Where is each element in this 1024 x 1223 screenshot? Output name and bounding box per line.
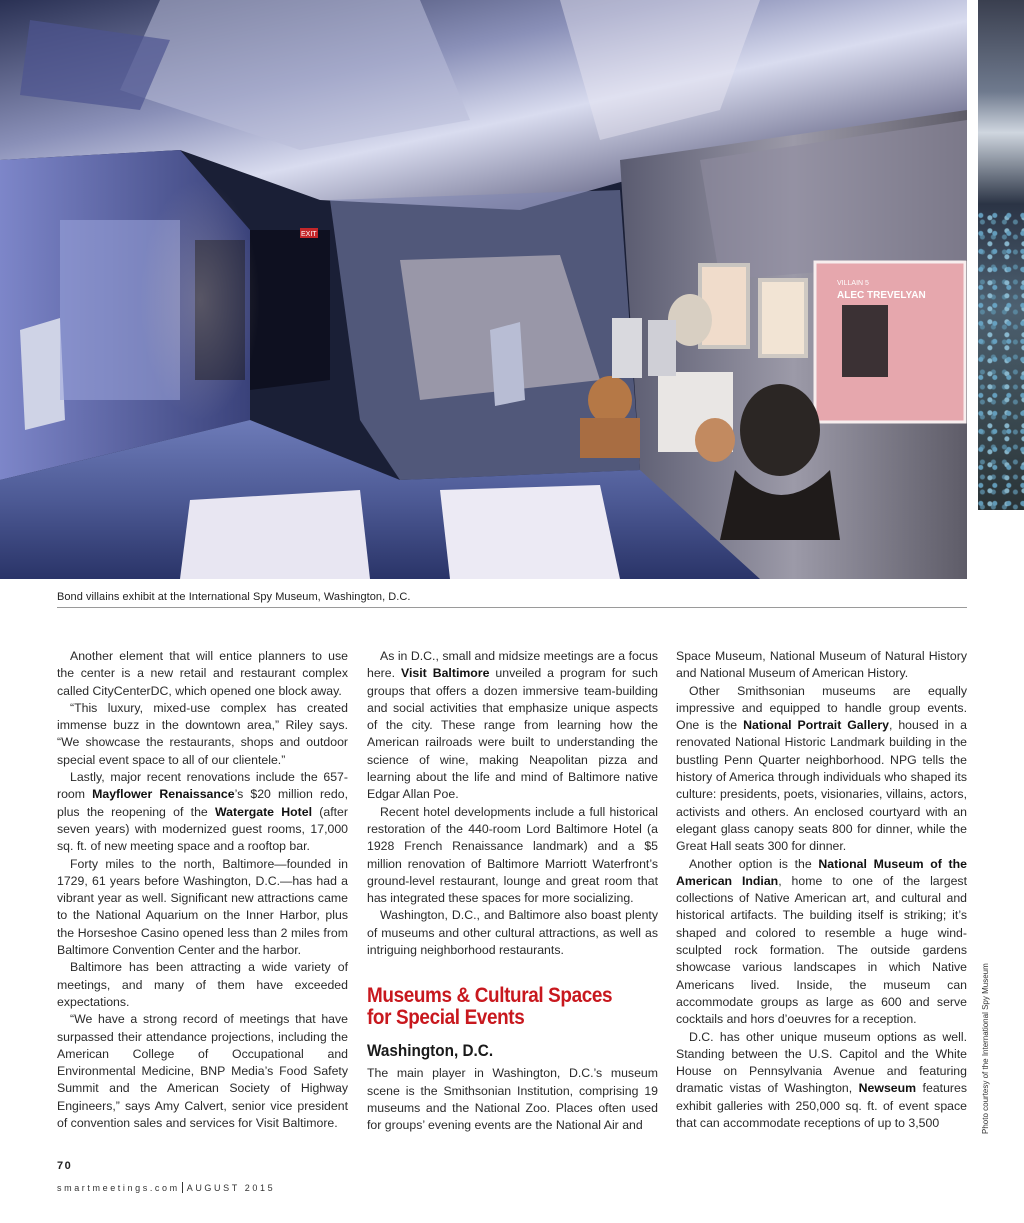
highlight-mayflower-renaissance: Mayflower Renaissance	[92, 787, 235, 802]
paragraph: Space Museum, National Museum of Natural History and National Museum of American History.	[676, 649, 967, 681]
villain-panel-number: VILLAIN 5	[837, 280, 869, 287]
page-number: 70	[57, 1160, 73, 1172]
paragraph: Recent hotel developments include a full historical restoration of the 440-room Lord Baltimore Hotel (a 1928 French Renaissance landmark) and a $5 million renovation of Baltimore Marriott Waterfront’s ground-level restaurant, lounge and great room that has integrated these spaces for more socializing.	[367, 804, 658, 906]
highlight-watergate-hotel: Watergate Hotel	[215, 804, 313, 819]
paragraph	[57, 769, 348, 855]
villain-panel-name: ALEC TREVELYAN	[837, 290, 926, 301]
side-photo-strip	[978, 0, 1024, 510]
text: Another option is the	[689, 856, 819, 871]
paragraph	[367, 648, 658, 804]
text: Other Smithsonian museums are equally impressive and equipped to handle group events. One is the	[676, 683, 967, 733]
text: features exhibit galleries with 250,000 sq. ft. of event space that can accommodate receptions of up to 3,500	[676, 1081, 967, 1131]
text: unveiled a program for such groups that offers a dozen immersive team-building and social activities that emphasize unique aspects of the city. These range from learning how the American railroads were built to understanding the science of wine, making Neapolitan pizza and learning about the life and mind of Baltimore native Edgar Allan Poe.	[367, 666, 659, 802]
photo-credit: Photo courtesy of the International Spy Museum	[981, 963, 990, 1134]
section-heading-line: for Special Events	[367, 1006, 525, 1030]
highlight-national-portrait-gallery: National Portrait Gallery	[743, 718, 889, 733]
column-middle	[367, 648, 658, 1135]
site-name: smartmeetings.com	[57, 1183, 180, 1193]
highlight-national-museum-american-indian: National Museum of the American Indian	[676, 856, 967, 888]
column-right	[676, 648, 967, 1132]
paragraph	[676, 856, 967, 1029]
highlight-visit-baltimore: Visit Baltimore	[401, 666, 490, 681]
exhibit-photo	[0, 0, 967, 579]
caption-divider	[57, 607, 967, 608]
folio-divider	[182, 1182, 183, 1193]
text: , housed in a renovated National Historic Landmark building in the bustling Penn Quarter neighborhood. NPG tells the history of America through individuals who shaped its culture: presidents, poets, visionaries, villains, actors, activists and others. An enclosed courtyard with an elegant glass canopy seats 800 for dinner, while the Great Hall seats 300 for dinner.	[676, 718, 967, 854]
exit-sign-label: EXIT	[301, 231, 317, 238]
text: ’s $20 million redo, plus the reopening of the	[57, 787, 348, 819]
paragraph: “We have a strong record of meetings that have surpassed their attendance projections, including the American College of Occupational and Environmental Medicine, BNP Media’s Food Safety Summit and the American Society of Highway Engineers,” says Amy Calvert, senior vice president of convention sales and services for Visit Baltimore.	[57, 1012, 348, 1131]
paragraph: Washington, D.C., and Baltimore also boast plenty of museums and other cultural attractions, as well as intriguing neighborhood restaurants.	[367, 908, 658, 958]
paragraph: The main player in Washington, D.C.’s museum scene is the Smithsonian Institution, comprising 19 museums and the National Zoo. Places often used for groups’ evening events are the National Air and	[367, 1066, 658, 1133]
section-heading	[367, 985, 629, 1029]
text: As in D.C., small and midsize meetings are a focus here.	[367, 649, 658, 681]
text: (after seven years) with modernized guest rooms, 17,000 sq. ft. of new meeting space and a rooftop bar.	[57, 804, 348, 854]
text: Lastly, major recent renovations include the 657-room	[57, 770, 348, 802]
paragraph: “This luxury, mixed-use complex has created immense buzz in the downtown area,” Riley says. “We showcase the restaurants, shops and outdoor special event space to all of our clientele.”	[57, 700, 348, 767]
paragraph	[676, 683, 967, 856]
issue-date: AUGUST 2015	[186, 1183, 276, 1193]
highlight-newseum: Newseum	[858, 1081, 917, 1096]
column-left	[57, 648, 348, 1132]
paragraph: Forty miles to the north, Baltimore—founded in 1729, 61 years before Washington, D.C.—has had a vibrant year as well. Significant new attractions came to the National Aquarium on the Inner Harbor, plus the Horseshoe Casino opened less than 2 miles from Baltimore Convention Center and the harbor.	[57, 856, 348, 958]
paragraph	[676, 1029, 967, 1133]
section-heading-line: Museums & Cultural Spaces	[367, 984, 613, 1008]
folio	[57, 1182, 275, 1193]
subheading: Washington, D.C.	[367, 1041, 494, 1061]
exhibit-illustration	[0, 0, 967, 579]
photo-caption: Bond villains exhibit at the International Spy Museum, Washington, D.C.	[57, 591, 411, 603]
text: D.C. has other unique museum options as well. Standing between the U.S. Capitol and the White House on Pennsylvania Avenue and featuring dramatic vistas of Washington,	[676, 1029, 967, 1096]
paragraph: Another element that will entice planners to use the center is a new retail and restaurant complex called CityCenterDC, which opened one block away.	[57, 649, 348, 698]
text: , home to one of the largest collections of Native American art, and cultural and historical artifacts. The building itself is striking; it’s shaped and colored to resemble a huge wind-sculpted rock formation. The outside gardens showcase various landscapes in which Native Americans lived. Inside, the museum can accommodate groups as large as 600 and serve cocktails and hors d’oeuvres for a reception.	[676, 873, 967, 1027]
paragraph: Baltimore has been attracting a wide variety of meetings, and many of them have exceeded expectations.	[57, 960, 348, 1009]
